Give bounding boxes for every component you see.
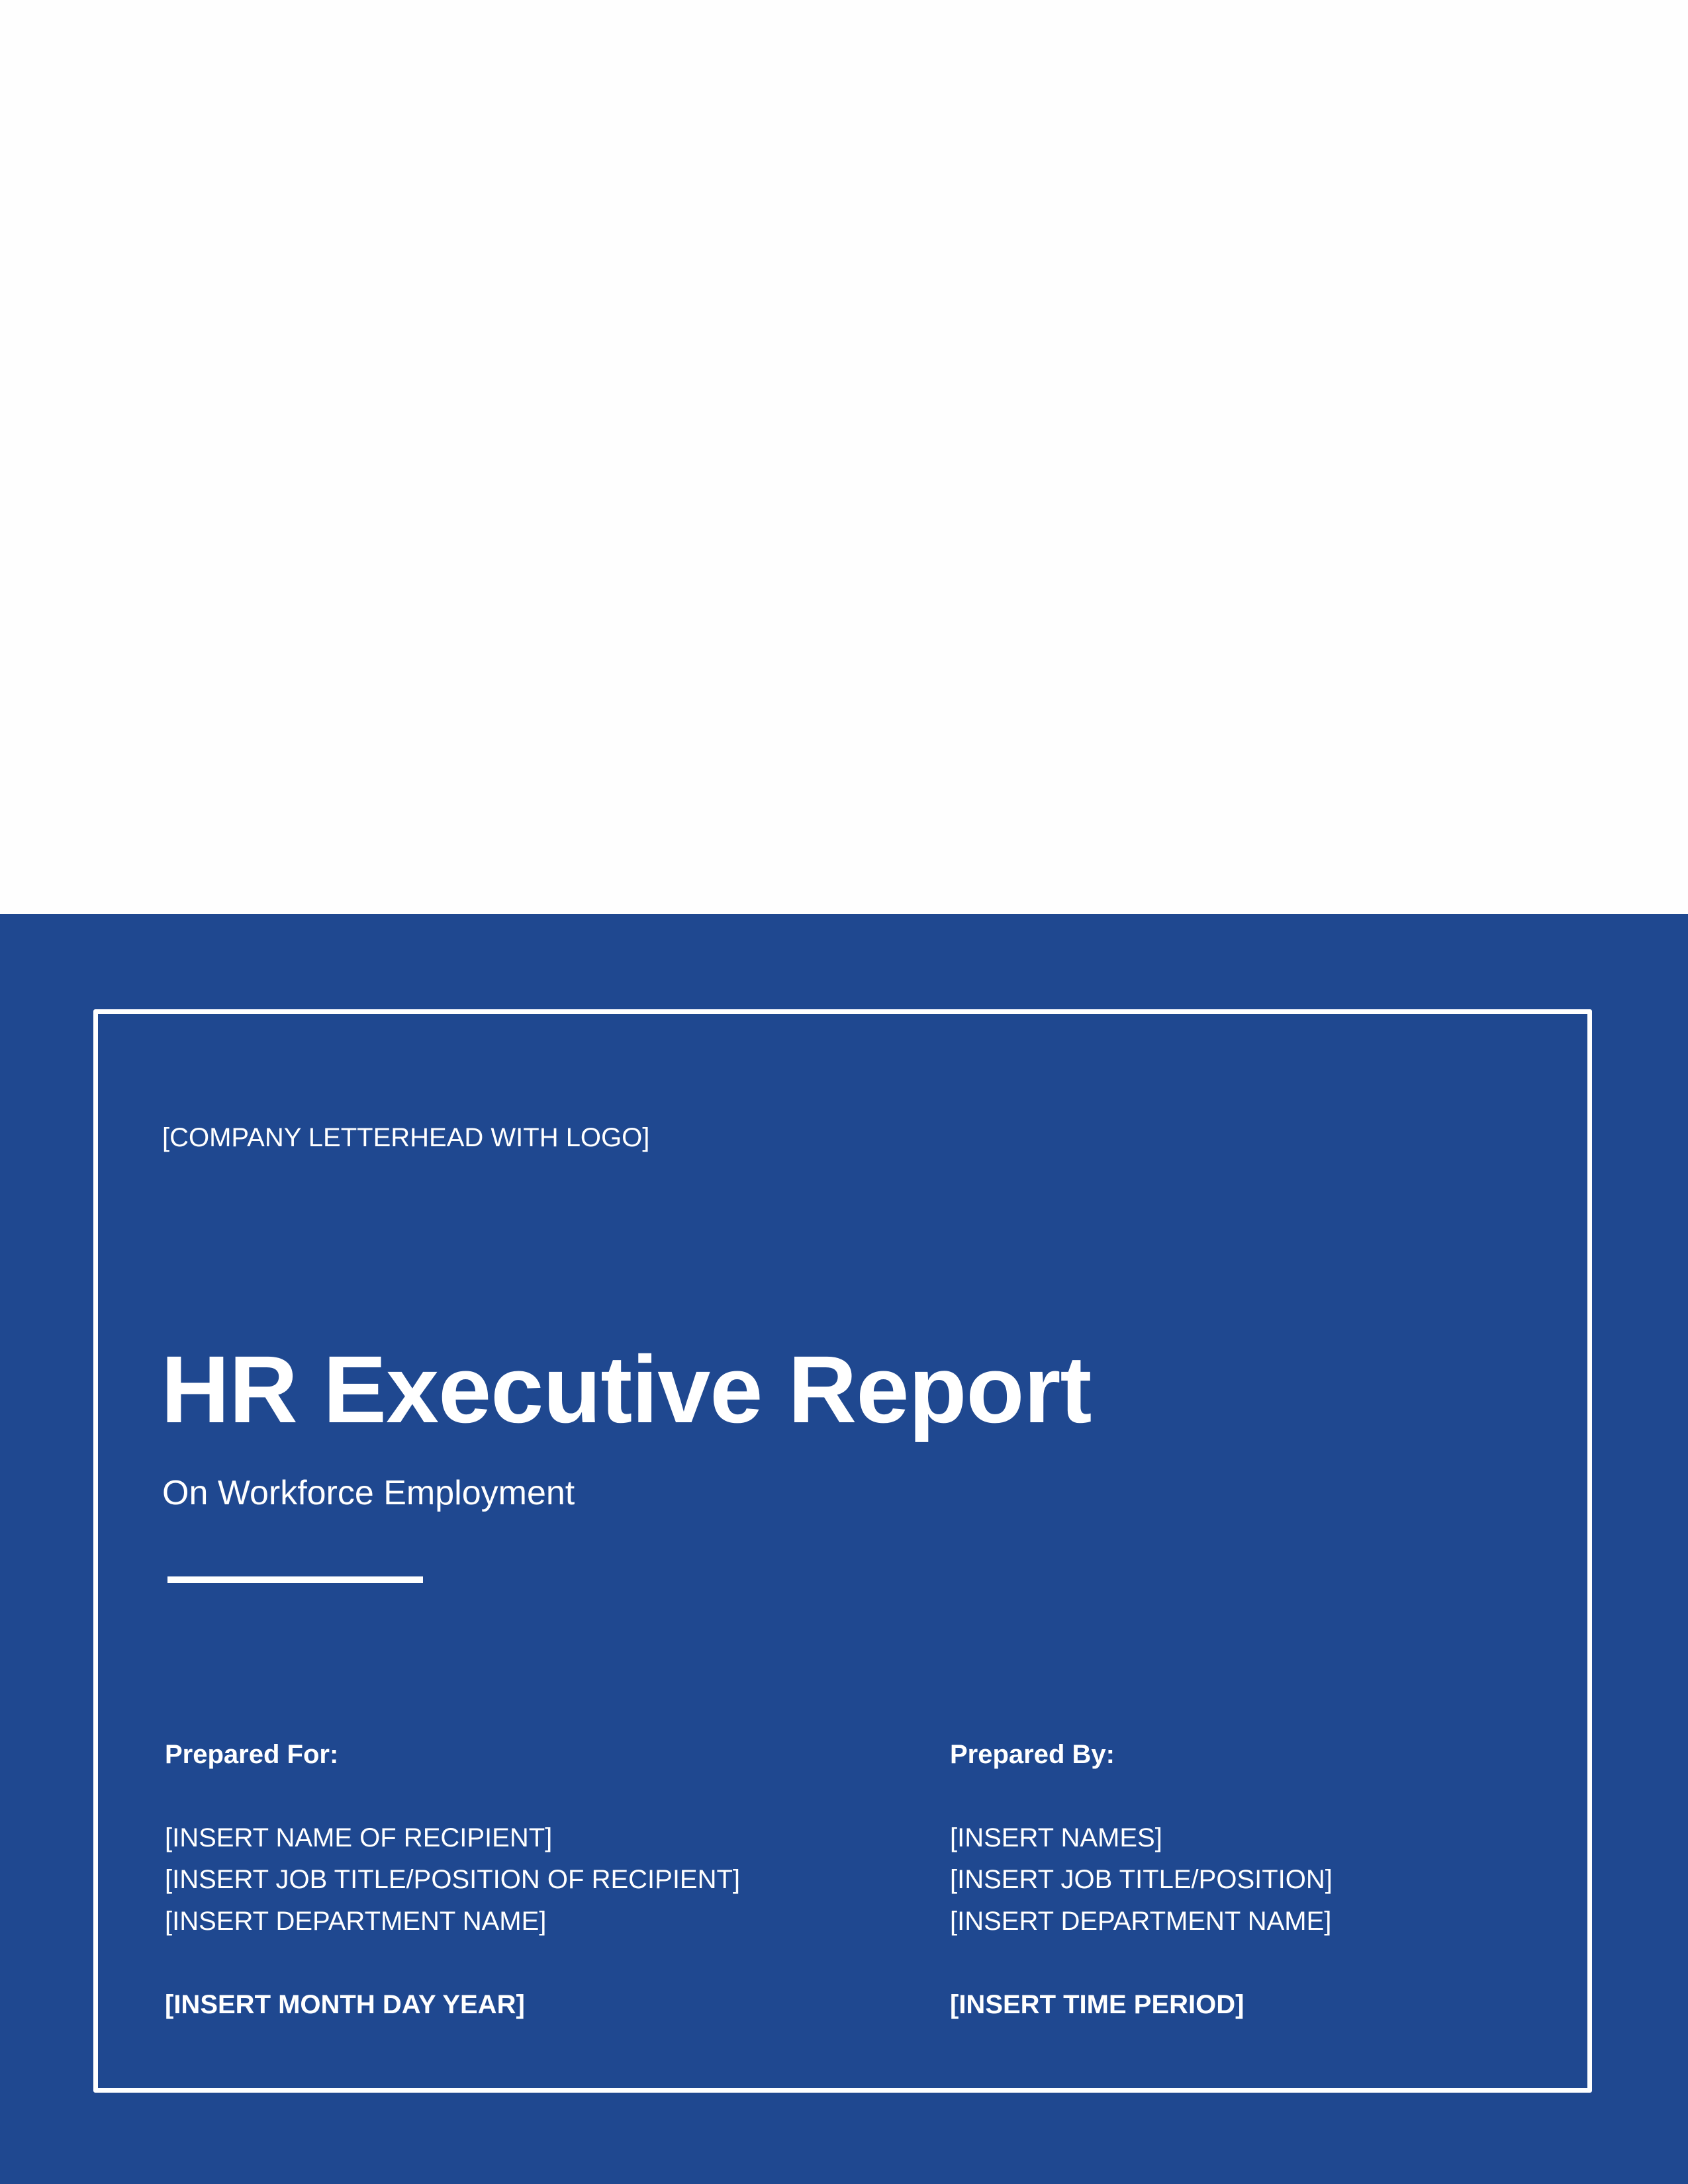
section-spacer	[950, 1942, 1333, 1984]
prepared-for-section	[165, 1734, 740, 2026]
section-spacer	[165, 1942, 740, 1984]
section-spacer	[950, 1776, 1333, 1817]
report-date-placeholder: [INSERT MONTH DAY YEAR]	[165, 1990, 525, 2019]
title-underline-rule	[167, 1576, 423, 1583]
blank-top-area	[0, 0, 1688, 914]
company-letterhead-placeholder: [COMPANY LETTERHEAD WITH LOGO]	[162, 1123, 650, 1152]
author-job-title-placeholder: [INSERT JOB TITLE/POSITION]	[950, 1865, 1333, 1894]
report-subtitle: On Workforce Employment	[162, 1474, 575, 1512]
prepared-by-heading: Prepared By:	[950, 1740, 1115, 1769]
prepared-for-heading: Prepared For:	[165, 1740, 339, 1769]
recipient-name-placeholder: [INSERT NAME OF RECIPIENT]	[165, 1823, 553, 1852]
prepared-by-section	[950, 1734, 1333, 2026]
author-names-placeholder: [INSERT NAMES]	[950, 1823, 1162, 1852]
recipient-job-title-placeholder: [INSERT JOB TITLE/POSITION OF RECIPIENT]	[165, 1865, 741, 1894]
section-spacer	[165, 1776, 740, 1817]
report-title: HR Executive Report	[161, 1336, 1092, 1443]
author-department-placeholder: [INSERT DEPARTMENT NAME]	[950, 1907, 1332, 1936]
recipient-department-placeholder: [INSERT DEPARTMENT NAME]	[165, 1907, 547, 1936]
time-period-placeholder: [INSERT TIME PERIOD]	[950, 1990, 1244, 2019]
